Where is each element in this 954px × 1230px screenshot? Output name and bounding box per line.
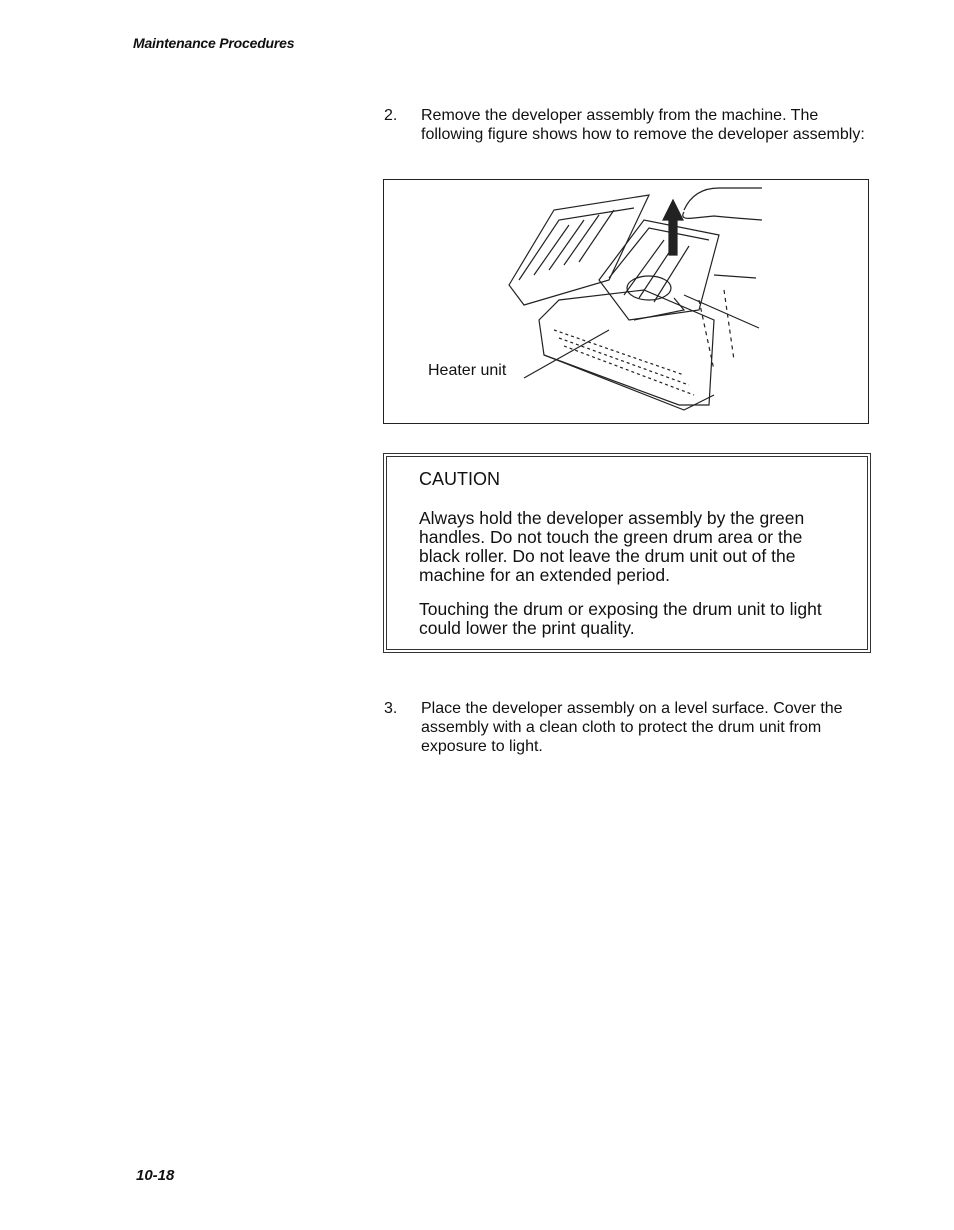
- caution-box: [383, 453, 871, 653]
- caution-paragraph-1: Always hold the developer assembly by the green handles. Do not touch the green drum area or the black roller. Do not leave the drum unit out of the machine for an extended period.: [419, 508, 805, 585]
- printer-illustration: [384, 180, 868, 423]
- step-text: Place the developer assembly on a level surface. Cover the assembly with a clean cloth to protect the drum unit from exposure to light.: [421, 700, 843, 755]
- caution-title: CAUTION: [419, 469, 500, 489]
- running-header: Maintenance Procedures: [133, 35, 295, 51]
- caution-paragraph-2: Touching the drum or exposing the drum unit to light could lower the print quality.: [419, 599, 822, 638]
- figure-developer-removal: [383, 179, 869, 424]
- page-number: 10-18: [136, 1167, 175, 1184]
- step-number: 3.: [384, 700, 398, 717]
- step-number: 2.: [384, 107, 398, 124]
- step-2: [384, 106, 874, 144]
- step-3: [384, 699, 874, 756]
- figure-label-heater-unit: Heater unit: [428, 362, 507, 379]
- step-text: Remove the developer assembly from the machine. The following figure shows how to remove the developer assembly:: [421, 107, 865, 143]
